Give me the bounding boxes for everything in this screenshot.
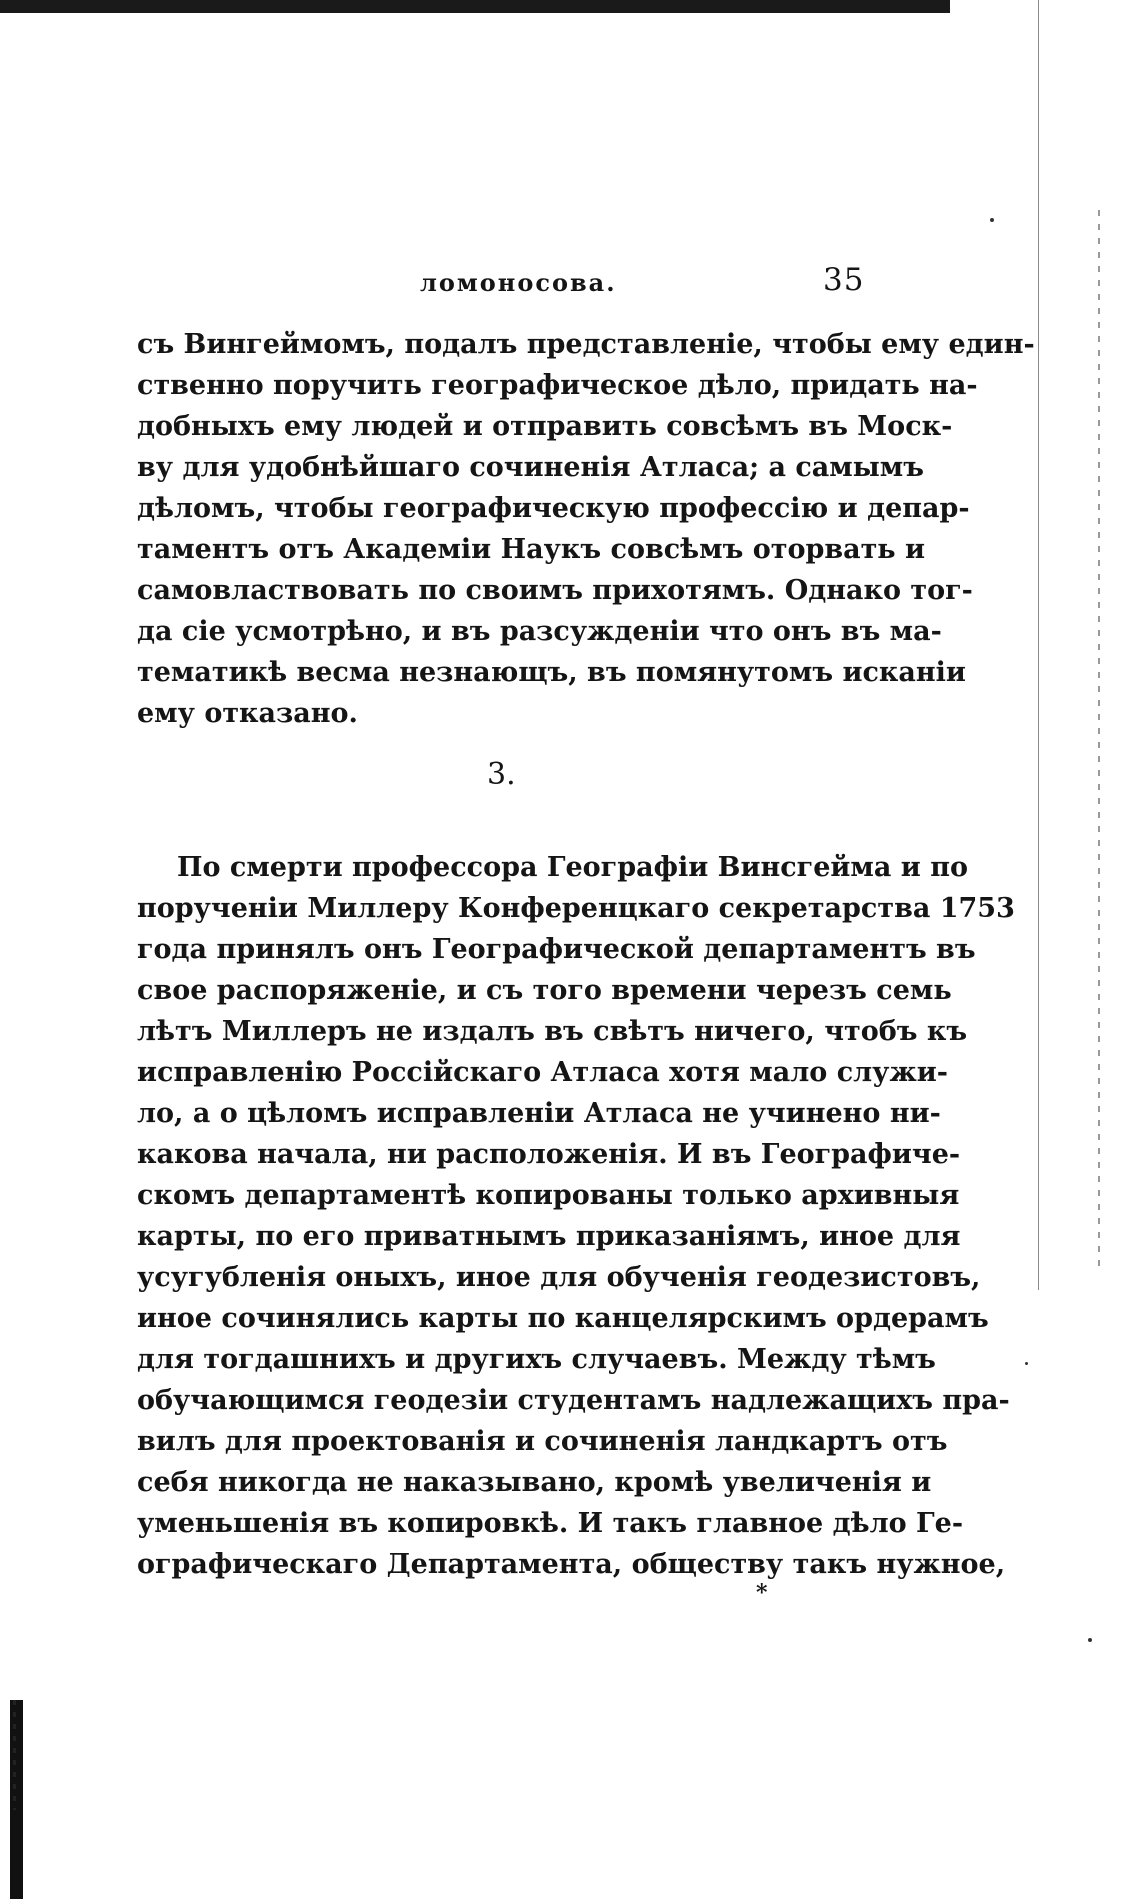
scan-top-border <box>0 0 950 13</box>
text-line: иное сочинялись карты по канцелярскимъ ордерамъ <box>137 1303 989 1334</box>
page-number: 35 <box>823 262 865 298</box>
text-line: свое распоряженіе, и съ того времени черезъ семь <box>137 975 952 1006</box>
text-line: таментъ отъ Академіи Наукъ совсѣмъ оторвать и <box>137 534 926 565</box>
text-line: ографическаго Департамента, обществу такъ нужное, <box>137 1549 1006 1580</box>
text-line: усугубленія оныхъ, иное для обученія геодезистовъ, <box>137 1262 981 1293</box>
scan-speck <box>1025 1362 1028 1365</box>
text-line: дѣломъ, чтобы географическую профессію и депар- <box>137 493 970 524</box>
text-line: себя никогда не наказывано, кромѣ увеличенія и <box>137 1467 932 1498</box>
text-line: ву для удобнѣйшаго сочиненія Атласа; а самымъ <box>137 452 924 483</box>
text-line: съ Вингеймомъ, подалъ представленіе, чтобы ему един- <box>137 329 1035 360</box>
text-line: порученіи Миллеру Конференцкаго секретарства 1753 <box>137 893 1015 924</box>
text-line: ло, а о цѣломъ исправленіи Атласа не учинено ни- <box>137 1098 941 1129</box>
text-line: вилъ для проектованія и сочиненія ландкартъ отъ <box>137 1426 948 1457</box>
scan-left-edge-dots <box>13 1700 16 1810</box>
text-line: карты, по его приватнымъ приказаніямъ, иное для <box>137 1221 961 1252</box>
text-line: уменьшенія въ копировкѣ. И такъ главное дѣло Ге- <box>137 1508 964 1539</box>
text-line: тематикѣ весма незнающъ, въ помянутомъ исканіи <box>137 657 966 688</box>
paragraph-section-3 <box>137 847 1015 1585</box>
text-line: самовластвовать по своимъ прихотямъ. Однако тог- <box>137 575 973 606</box>
text-line: лѣтъ Миллеръ не издалъ въ свѣтъ ничего, чтобъ къ <box>137 1016 968 1047</box>
section-number: 3. <box>487 757 516 792</box>
paragraph-continued <box>137 324 1035 734</box>
text-line: да сіе усмотрѣно, и въ разсужденіи что онъ въ ма- <box>137 616 942 647</box>
text-line: ственно поручить географическое дѣло, придать на- <box>137 370 978 401</box>
text-line: добныхъ ему людей и отправить совсѣмъ въ Моск- <box>137 411 953 442</box>
running-head: ломоносова. <box>420 268 617 297</box>
scan-right-edge <box>1038 0 1039 1290</box>
scan-speck <box>990 218 994 222</box>
text-line: исправленію Россійскаго Атласа хотя мало служи- <box>137 1057 948 1088</box>
text-line: какова начала, ни расположенія. И въ Географиче- <box>137 1139 961 1170</box>
text-line: По смерти профессора Географіи Винсгейма и по <box>177 852 968 883</box>
scan-right-edge-shadow <box>1098 210 1100 1270</box>
text-line: для тогдашнихъ и другихъ случаевъ. Между тѣмъ <box>137 1344 936 1375</box>
text-line: года принялъ онъ Географической департаментъ въ <box>137 934 976 965</box>
text-line: ему отказано. <box>137 698 358 729</box>
signature-mark: * <box>756 1580 768 1606</box>
text-line: обучающимся геодезіи студентамъ надлежащихъ пра- <box>137 1385 1010 1416</box>
scan-speck <box>1088 1638 1092 1642</box>
scan-left-edge <box>10 1700 23 1899</box>
text-line: скомъ департаментѣ копированы только архивныя <box>137 1180 960 1211</box>
